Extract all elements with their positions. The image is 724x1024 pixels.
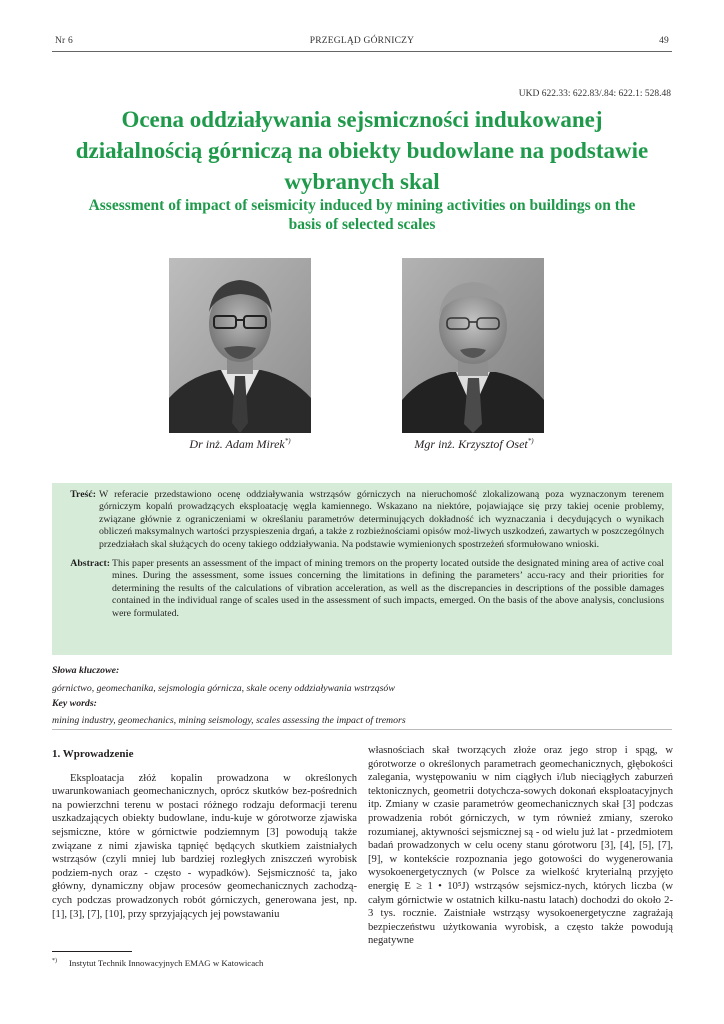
affiliation-mark: *) <box>284 437 291 445</box>
abstract-en-line: emerged. On the basis of the above analysis, conclusions were formulated. <box>112 595 665 619</box>
abstract-en-text <box>112 558 664 620</box>
body-line: [5], [7], [9], w kontekście rozpoznania jego gotowości do <box>368 840 673 865</box>
body-line: pośrednich na powierzchni terenu w postaci różnego rodzaju <box>52 786 357 811</box>
author-name: Dr inż. Adam Mirek <box>189 437 285 451</box>
abstract-en-line: racy and their priorities for determining the results of the calculations of vibration acceleration, as well as the discrepancies <box>112 570 664 594</box>
author-photo-mirek <box>169 258 311 433</box>
body-column-right <box>368 744 673 948</box>
abstract-pl-line: W referacie przedstawiono ocenę oddziaływania wstrząsów górniczych na nieruchomość zlokalizowaną poza wyznaczonym <box>99 489 627 500</box>
abstract-pl-line: terenem górniczym kopalń prowadzących eksploatację węgla kamiennego. Wskazano na niektóre, pojawiające się przy takiej <box>99 489 664 513</box>
footnote-rule <box>52 951 132 952</box>
body-line: nieciągłych zaburzeń tektonicznych, geometrii dotychcza- <box>368 772 673 797</box>
body-line: użytkowania wyrobisk, a często także powodują negatywne <box>368 921 674 947</box>
abstract-pl-label: Treść: <box>70 489 96 500</box>
abstract-pl-line: i decydujących o wynikach obliczeń maksymalnych wartości przyspieszenia drgań, a także z rozbieżnościami opisów moż- <box>99 513 664 538</box>
body-line: Eksploatacja złóż kopalin prowadzona w określonych <box>70 772 357 784</box>
section-heading: 1. Wprowadzenie <box>52 748 134 760</box>
body-line: robót górniczych, w tym również zmiany, szeroko rozumianej, <box>368 812 673 838</box>
body-line: parametrów geomechanicznych skał [3] podczas prowadzenia <box>368 799 673 824</box>
title-polish <box>40 104 684 197</box>
keywords-pl-label: Słowa kluczowe: <box>52 665 120 676</box>
affiliation-mark: *) <box>527 437 534 445</box>
author-name: Mgr inż. Krzysztof Oset <box>414 437 528 451</box>
body-line: aktywności sejsmicznej są - od wielu już lat - przedmiotem <box>421 826 673 838</box>
body-column-left <box>52 748 357 921</box>
body-line: badań prowadzonych w celu oceny stanu górotworu [3], [4], <box>368 840 635 852</box>
footnote-text: Instytut Technik Innowacyjnych EMAG w Katowicach <box>69 958 264 968</box>
body-line: dynamiczny objaw procesów geomechanicznych zachodzą- <box>91 881 357 893</box>
abstract-pl-text <box>99 489 664 551</box>
keywords-en-text: mining industry, geomechanics, mining seismology, scales assessing the impact of tremors <box>52 715 406 726</box>
author-photo-oset <box>402 258 544 433</box>
page-number: 49 <box>659 36 669 46</box>
body-line: mniej lub bardziej rozległych zniszczeń wyrobisk podziem- <box>52 854 357 879</box>
abstract-en-line: area of active coal mines. During the assessment, some issues concerning the limitations in defining the parameters’ accu- <box>112 558 664 582</box>
keywords-en-label: Key words: <box>52 698 97 709</box>
body-line: kuje w górotworze zjawiska sejsmiczne, które w górnictwie <box>52 813 357 838</box>
abstract-polish <box>60 489 664 551</box>
title-pl-line: wybranych skal <box>284 169 440 194</box>
body-line: sowych dokonań eksploatacyjnych itp. Zmiany w czasie <box>368 785 673 811</box>
abstract-en-label-text: Abstract <box>70 558 107 570</box>
issue-number: Nr 6 <box>55 36 73 46</box>
header-rule <box>52 51 672 52</box>
body-line: własnościach skał tworzących złoże oraz jego strop i spąg, <box>368 745 658 756</box>
keywords-rule <box>52 729 672 730</box>
journal-name: PRZEGLĄD GÓRNICZY <box>309 36 415 46</box>
abstract-box <box>52 483 672 655</box>
body-line: uwarunkowaniach geomechanicznych, oprócz skutków bez- <box>52 786 311 798</box>
title-en-line: Assessment of impact of seismicity induced by mining activities on buildings on the <box>88 197 636 214</box>
body-line: nastu latach) dochodzi do około 2-3 tys. rocznie. Zaistniałe <box>368 894 673 920</box>
udk-code: UKD 622.33: 622.83/.84: 622.1: 528.48 <box>518 89 671 99</box>
abstract-en-line: This paper presents an assessment of the impact of mining tremors on the property located outside the designated mining <box>112 558 590 570</box>
abstract-en-label: Abstract: <box>70 558 110 570</box>
keywords-pl-text: górnictwo, geomechanika, sejsmologia górnicza, skale oceny oddziaływania wstrząsów <box>52 683 395 694</box>
body-line: nych oraz - często - wypadków). Sejsmiczność ta, jako główny, <box>52 867 357 893</box>
body-line: podziemnym [3] powodują także związane z nimi zjawiska <box>52 826 357 852</box>
abstract-en-line: in descriptions of the possible damages contained in the individual range of scales used in the assessment of such impacts, <box>112 582 665 607</box>
body-line: cych podczas prowadzonych robót górniczych, generowana <box>52 894 317 906</box>
body-paragraph <box>52 772 357 922</box>
title-english <box>40 196 684 234</box>
body-line: w górotworze o określonych parametrach geomechanicznych, <box>368 745 673 770</box>
abstract-pl-line: wymienionych spostrzeżeń sformułowano wnioski. <box>397 538 600 550</box>
body-paragraph <box>368 744 673 948</box>
body-line: kryterialną przyjęto energię E ≥ 1 • 10⁵J) wstrząsów sejsmicz- <box>368 867 673 892</box>
title-pl-line: Ocena oddziaływania sejsmiczności indukowanej <box>121 107 603 132</box>
footnote-mark: *) <box>52 958 57 965</box>
abstract-pl-line: liwych uszkodzeń, zawartych w poszczególnych przedziałach skal służących do oceny takiego oddziaływania. Na podstawie <box>99 526 664 550</box>
body-line: nych, których liczba (w całym górnictwie w ostatnich kilku- <box>368 880 673 906</box>
title-pl-line: działalnością górniczą na obiekty budowlane na podstawie <box>75 138 649 163</box>
abstract-english <box>60 558 664 620</box>
author-name-mirek <box>160 437 320 452</box>
body-line: jest, np. [1], [3], [7], [10], przy sprzyjających jej powstawaniu <box>52 894 357 920</box>
body-line: głębokości zalegania, występowaniu w nim ciągłych i/lub <box>368 758 674 784</box>
abstract-pl-line: ocenie problemy, związane głównie z ograniczeniami w określaniu parametrów determinujących dokładność ich wyznaczania <box>99 501 665 525</box>
author-name-oset <box>384 437 564 452</box>
portrait-mirek-graphic <box>169 258 311 433</box>
title-en-line: basis of selected scales <box>288 216 436 233</box>
body-line: wygenerowania wysokoenergetycznych (w Polsce za wielkość <box>368 853 673 879</box>
portrait-oset-graphic <box>402 258 544 433</box>
body-line: tąpnięć będących skutkiem zaistniałych wstrząsów (czyli <box>52 840 357 866</box>
body-line: deformacji terenu uszkadzających obiekty budowlane, indu- <box>52 799 358 825</box>
footnote <box>52 958 263 968</box>
body-line: wstrząsy wysokoenergetyczne zagrażają bezpieczeństwu <box>368 908 673 933</box>
